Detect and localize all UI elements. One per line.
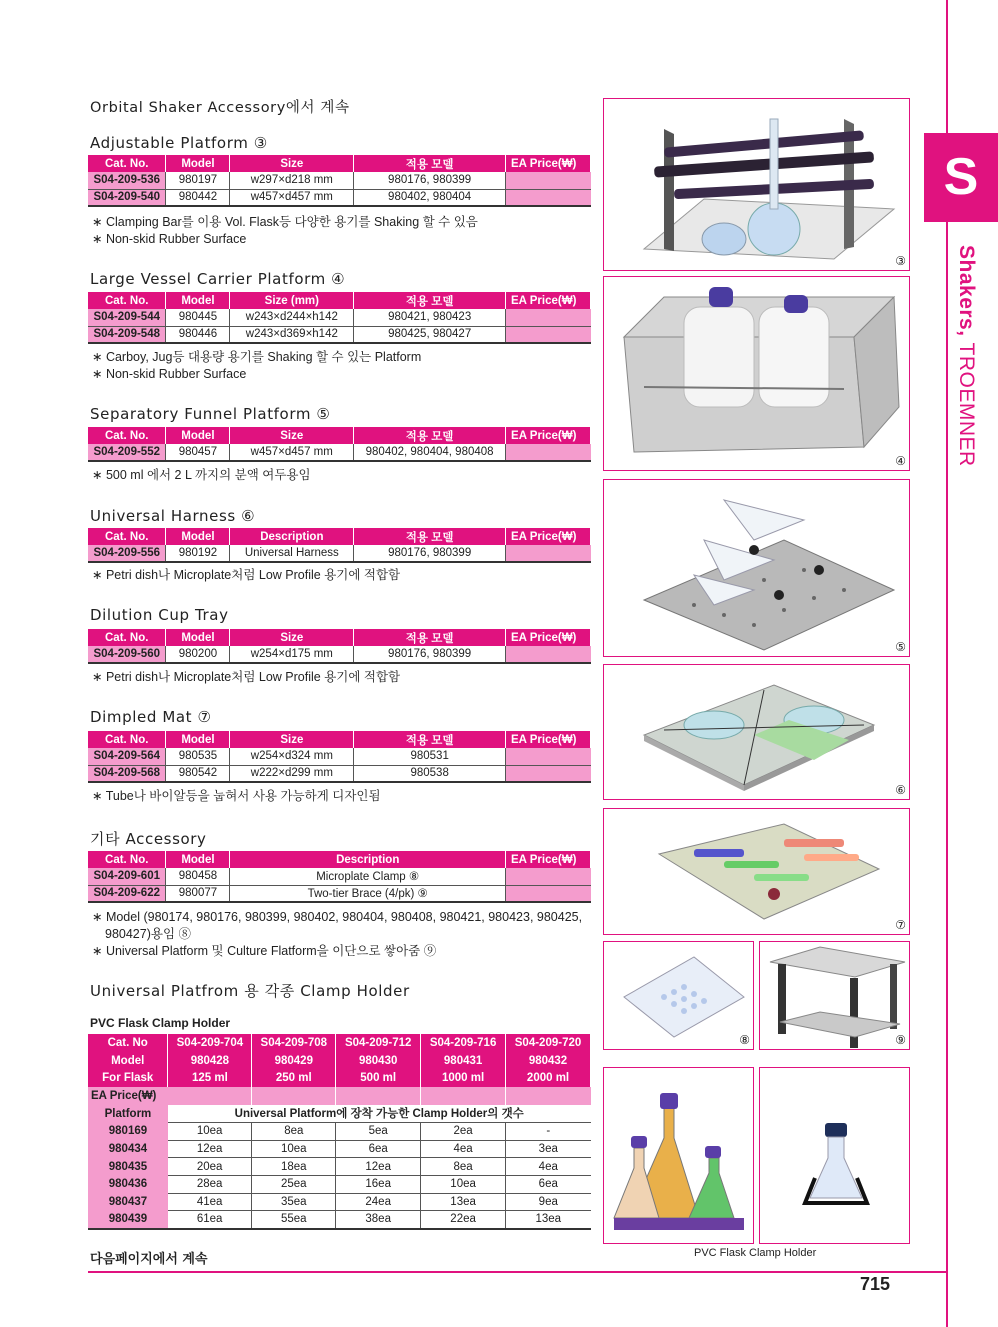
price — [506, 444, 591, 461]
col-header: Size — [230, 629, 354, 646]
col-header: Description — [230, 851, 506, 868]
price — [506, 646, 591, 663]
model: 980192 — [166, 545, 230, 562]
photo-number: ④ — [895, 454, 906, 468]
col-header: Size — [230, 731, 354, 748]
cat-no: S04-209-720 — [506, 1034, 591, 1052]
flask-row — [88, 1069, 591, 1087]
price — [421, 1087, 506, 1105]
compatible-models: 980425, 980427 — [354, 326, 506, 343]
table-row — [88, 444, 591, 461]
two-tier-brace-illustration — [760, 942, 910, 1050]
count: 5ea — [336, 1122, 421, 1140]
description: Microplate Clamp ⑧ — [230, 868, 506, 885]
col-header: 적용 모델 — [354, 629, 506, 646]
continued-heading: Orbital Shaker Accessory에서 계속 — [90, 100, 350, 116]
cat-no: S04-209-564 — [88, 748, 166, 765]
dilution-cup-tray-table — [88, 629, 591, 664]
cat-no: S04-209-560 — [88, 646, 166, 663]
col-header: Cat. No. — [88, 427, 166, 444]
note: ∗ Petri dish나 Microplate처럼 Low Profile 용기에 적합함 — [92, 568, 401, 582]
photo-number: ⑦ — [895, 918, 906, 932]
dimpled-mat-title: Dimpled Mat ⑦ — [90, 708, 212, 726]
compatible-models: 980538 — [354, 765, 506, 782]
flask-size: 1000 ml — [421, 1069, 506, 1087]
col-header: EA Price(₩) — [506, 731, 591, 748]
count: 8ea — [421, 1158, 506, 1176]
table-header-row — [88, 851, 591, 868]
model: 980535 — [166, 748, 230, 765]
count: 8ea — [252, 1122, 336, 1140]
photo-microplate-clamp — [603, 941, 754, 1050]
dimpled-mat-table — [88, 731, 591, 783]
platform-header-row — [88, 1105, 591, 1123]
photo-two-tier-brace — [759, 941, 910, 1050]
other-accessory-table — [88, 851, 591, 903]
platform-model: 980436 — [88, 1176, 168, 1194]
adjustable-notes — [92, 214, 478, 248]
cat-no: S04-209-716 — [421, 1034, 506, 1052]
cat-no: S04-209-712 — [336, 1034, 421, 1052]
note: ∗ Universal Platform 및 Culture Flatform을 이단으로 쌓아줌 ⑨ — [92, 944, 437, 958]
note: ∗ Clamping Bar를 이용 Vol. Flask등 다양한 용기를 Shaking 할 수 있음 — [92, 215, 478, 229]
count: 10ea — [252, 1140, 336, 1158]
photo-number: ⑧ — [739, 1033, 750, 1047]
large-vessel-notes — [92, 349, 421, 383]
photo-number: ⑨ — [895, 1033, 906, 1047]
row-label: Cat. No — [88, 1034, 168, 1052]
cat-no: S04-209-548 — [88, 326, 166, 343]
other-accessory-title: 기타 Accessory — [90, 830, 207, 848]
table-row — [88, 326, 591, 343]
harness-notes — [92, 567, 400, 584]
table-row — [88, 885, 591, 902]
size: w254×d175 mm — [230, 646, 354, 663]
count: 6ea — [506, 1176, 591, 1194]
table-header-row — [88, 731, 591, 748]
count: 22ea — [421, 1211, 506, 1229]
price — [506, 309, 591, 326]
cat-no-row — [88, 1034, 591, 1052]
col-header: Cat. No. — [88, 528, 166, 545]
row-label: Platform — [88, 1105, 168, 1123]
model: 980428 — [168, 1052, 252, 1070]
dilution-notes — [92, 669, 400, 686]
table-header-row — [88, 155, 591, 172]
table-header-row — [88, 427, 591, 444]
description: Universal Harness — [230, 545, 354, 562]
model: 980432 — [506, 1052, 591, 1070]
count: 28ea — [168, 1176, 252, 1194]
col-header: Size — [230, 427, 354, 444]
price — [506, 172, 591, 189]
table-header-row — [88, 528, 591, 545]
note: ∗ Carboy, Jug등 대용량 용기를 Shaking 할 수 있는 Platform — [92, 350, 422, 364]
count: 24ea — [336, 1193, 421, 1211]
flask-size: 500 ml — [336, 1069, 421, 1087]
price — [168, 1087, 252, 1105]
cat-no: S04-209-708 — [252, 1034, 336, 1052]
col-header: Description — [230, 528, 354, 545]
platform-header: Universal Platform에 장착 가능한 Clamp Holder의 갯수 — [168, 1105, 591, 1123]
compatible-models: 980176, 980399 — [354, 172, 506, 189]
dimpled-mat-illustration — [604, 809, 910, 935]
col-header: EA Price(₩) — [506, 528, 591, 545]
table-row — [88, 1211, 591, 1229]
price — [506, 748, 591, 765]
price-row — [88, 1087, 591, 1105]
col-header: Cat. No. — [88, 851, 166, 868]
compatible-models: 980402, 980404 — [354, 189, 506, 206]
section-tab: S — [924, 133, 998, 222]
bottom-divider — [88, 1271, 946, 1273]
count: 10ea — [168, 1122, 252, 1140]
note: ∗ Non-skid Rubber Surface — [92, 367, 247, 381]
adjustable-platform-table — [88, 155, 591, 207]
note: ∗ Model (980174, 980176, 980399, 980402, 980404, 980408, 980421, 980423, 980425, — [92, 910, 583, 924]
col-header: EA Price(₩) — [506, 629, 591, 646]
universal-harness-title: Universal Harness ⑥ — [90, 507, 256, 525]
count: 35ea — [252, 1193, 336, 1211]
page-number: 715 — [860, 1274, 891, 1294]
col-header: EA Price(₩) — [506, 851, 591, 868]
photo-separatory-funnel-platform — [603, 479, 910, 657]
price — [336, 1087, 421, 1105]
row-label: For Flask — [88, 1069, 168, 1087]
col-header: Model — [166, 629, 230, 646]
separatory-funnel-table — [88, 427, 591, 462]
model: 980442 — [166, 189, 230, 206]
size: w457×d457 mm — [230, 444, 354, 461]
table-row — [88, 868, 591, 885]
photo-number: ⑥ — [895, 783, 906, 797]
count: 13ea — [421, 1193, 506, 1211]
note: ∗ Non-skid Rubber Surface — [92, 232, 247, 246]
count: 16ea — [336, 1176, 421, 1194]
model: 980430 — [336, 1052, 421, 1070]
model: 980429 — [252, 1052, 336, 1070]
flask-size: 2000 ml — [506, 1069, 591, 1087]
separatory-notes — [92, 467, 311, 484]
col-header: Model — [166, 292, 230, 309]
model: 980200 — [166, 646, 230, 663]
price — [252, 1087, 336, 1105]
col-header: Cat. No. — [88, 292, 166, 309]
cat-no: S04-209-556 — [88, 545, 166, 562]
photo-large-vessel-platform — [603, 276, 910, 471]
col-header: 적용 모델 — [354, 427, 506, 444]
table-row — [88, 172, 591, 189]
section-label-bold: Shakers, — [955, 245, 978, 337]
col-header: EA Price(₩) — [506, 292, 591, 309]
photo-number: ⑤ — [895, 640, 906, 654]
count: 6ea — [336, 1140, 421, 1158]
count: 4ea — [506, 1158, 591, 1176]
table-row — [88, 1193, 591, 1211]
col-header: 적용 모델 — [354, 731, 506, 748]
model: 980431 — [421, 1052, 506, 1070]
continued-next-page: 다음페이지에서 계속 — [90, 1252, 208, 1267]
photo-number: ③ — [895, 254, 906, 268]
size: w254×d324 mm — [230, 748, 354, 765]
count: 9ea — [506, 1193, 591, 1211]
microplate-clamp-illustration — [604, 942, 754, 1050]
cat-no: S04-209-622 — [88, 885, 166, 902]
col-header: Cat. No. — [88, 731, 166, 748]
model: 980542 — [166, 765, 230, 782]
table-row — [88, 765, 591, 782]
col-header: Model — [166, 851, 230, 868]
flask-size: 250 ml — [252, 1069, 336, 1087]
adjustable-platform-title: Adjustable Platform ③ — [90, 134, 268, 152]
col-header: Model — [166, 731, 230, 748]
photo-caption: PVC Flask Clamp Holder — [694, 1247, 817, 1259]
col-header: EA Price(₩) — [506, 427, 591, 444]
dilution-cup-tray-title: Dilution Cup Tray — [90, 606, 229, 624]
note: ∗ Tube나 바이알등을 눕혀서 사용 가능하게 디자인됨 — [92, 789, 381, 803]
table-row — [88, 1140, 591, 1158]
note: ∗ Petri dish나 Microplate처럼 Low Profile 용기에 적합함 — [92, 670, 401, 684]
section-label-rest: TROEMNER — [955, 336, 978, 467]
size: w243×d369×h142 — [230, 326, 354, 343]
model: 980077 — [166, 885, 230, 902]
price — [506, 545, 591, 562]
clamp-holder-subtitle: PVC Flask Clamp Holder — [90, 1016, 231, 1030]
col-header: Size (mm) — [230, 292, 354, 309]
pvc-flasks-illustration — [604, 1068, 754, 1244]
col-header: 적용 모델 — [354, 528, 506, 545]
count: 12ea — [168, 1140, 252, 1158]
compatible-models: 980176, 980399 — [354, 646, 506, 663]
large-vessel-table — [88, 292, 591, 344]
table-row — [88, 646, 591, 663]
model: 980446 — [166, 326, 230, 343]
col-header: 적용 모델 — [354, 155, 506, 172]
table-header-row — [88, 292, 591, 309]
cat-no: S04-209-540 — [88, 189, 166, 206]
size: w297×d218 mm — [230, 172, 354, 189]
table-row — [88, 189, 591, 206]
table-row — [88, 1176, 591, 1194]
other-notes — [92, 909, 582, 960]
model: 980197 — [166, 172, 230, 189]
count: 25ea — [252, 1176, 336, 1194]
adjustable-platform-illustration — [604, 99, 910, 271]
price — [506, 326, 591, 343]
separatory-funnel-illustration — [604, 480, 910, 657]
universal-harness-illustration — [604, 665, 910, 800]
count: 41ea — [168, 1193, 252, 1211]
count: 10ea — [421, 1176, 506, 1194]
count: 18ea — [252, 1158, 336, 1176]
photo-universal-harness — [603, 664, 910, 800]
compatible-models: 980402, 980404, 980408 — [354, 444, 506, 461]
row-label: Model — [88, 1052, 168, 1070]
model: 980457 — [166, 444, 230, 461]
clamp-holder-table — [88, 1034, 591, 1230]
note: 980427)용임 ⑧ — [105, 927, 191, 941]
count: 61ea — [168, 1211, 252, 1229]
large-vessel-title: Large Vessel Carrier Platform ④ — [90, 270, 346, 288]
table-row — [88, 1122, 591, 1140]
pvc-clamp-holder-illustration — [760, 1068, 910, 1244]
count: 20ea — [168, 1158, 252, 1176]
table-row — [88, 748, 591, 765]
size: w243×d244×h142 — [230, 309, 354, 326]
description: Two-tier Brace (4/pk) ⑨ — [230, 885, 506, 902]
col-header: EA Price(₩) — [506, 155, 591, 172]
universal-harness-table — [88, 528, 591, 563]
flask-size: 125 ml — [168, 1069, 252, 1087]
separatory-funnel-title: Separatory Funnel Platform ⑤ — [90, 405, 331, 423]
cat-no: S04-209-536 — [88, 172, 166, 189]
count: 4ea — [421, 1140, 506, 1158]
platform-model: 980435 — [88, 1158, 168, 1176]
compatible-models: 980421, 980423 — [354, 309, 506, 326]
col-header: Model — [166, 155, 230, 172]
table-row — [88, 1158, 591, 1176]
photo-pvc-clamp-holder — [759, 1067, 910, 1244]
photo-pvc-flasks — [603, 1067, 754, 1244]
photo-dimpled-mat — [603, 808, 910, 935]
platform-model: 980439 — [88, 1211, 168, 1229]
price — [506, 868, 591, 885]
cat-no: S04-209-544 — [88, 309, 166, 326]
platform-model: 980434 — [88, 1140, 168, 1158]
clamp-holder-title: Universal Platfrom 용 각종 Clamp Holder — [90, 982, 410, 1000]
table-row — [88, 545, 591, 562]
cat-no: S04-209-601 — [88, 868, 166, 885]
platform-model: 980169 — [88, 1122, 168, 1140]
compatible-models: 980176, 980399 — [354, 545, 506, 562]
col-header: Cat. No. — [88, 629, 166, 646]
dimpled-notes — [92, 788, 381, 805]
table-header-row — [88, 629, 591, 646]
cat-no: S04-209-552 — [88, 444, 166, 461]
count: 2ea — [421, 1122, 506, 1140]
model-row — [88, 1052, 591, 1070]
count: - — [506, 1122, 591, 1140]
col-header: Model — [166, 427, 230, 444]
price — [506, 189, 591, 206]
model: 980458 — [166, 868, 230, 885]
platform-model: 980437 — [88, 1193, 168, 1211]
col-header: Size — [230, 155, 354, 172]
compatible-models: 980531 — [354, 748, 506, 765]
price — [506, 885, 591, 902]
row-label: EA Price(₩) — [88, 1087, 168, 1105]
col-header: 적용 모델 — [354, 292, 506, 309]
photo-adjustable-platform — [603, 98, 910, 271]
count: 13ea — [506, 1211, 591, 1229]
price — [506, 765, 591, 782]
model: 980445 — [166, 309, 230, 326]
price — [506, 1087, 591, 1105]
table-row — [88, 309, 591, 326]
col-header: Model — [166, 528, 230, 545]
size: w457×d457 mm — [230, 189, 354, 206]
large-vessel-illustration — [604, 277, 910, 471]
section-vertical-label — [948, 245, 984, 475]
note: ∗ 500 ml 에서 2 L 까지의 분액 여두용임 — [92, 468, 311, 482]
col-header: Cat. No. — [88, 155, 166, 172]
count: 12ea — [336, 1158, 421, 1176]
cat-no: S04-209-704 — [168, 1034, 252, 1052]
count: 38ea — [336, 1211, 421, 1229]
count: 3ea — [506, 1140, 591, 1158]
cat-no: S04-209-568 — [88, 765, 166, 782]
count: 55ea — [252, 1211, 336, 1229]
size: w222×d299 mm — [230, 765, 354, 782]
